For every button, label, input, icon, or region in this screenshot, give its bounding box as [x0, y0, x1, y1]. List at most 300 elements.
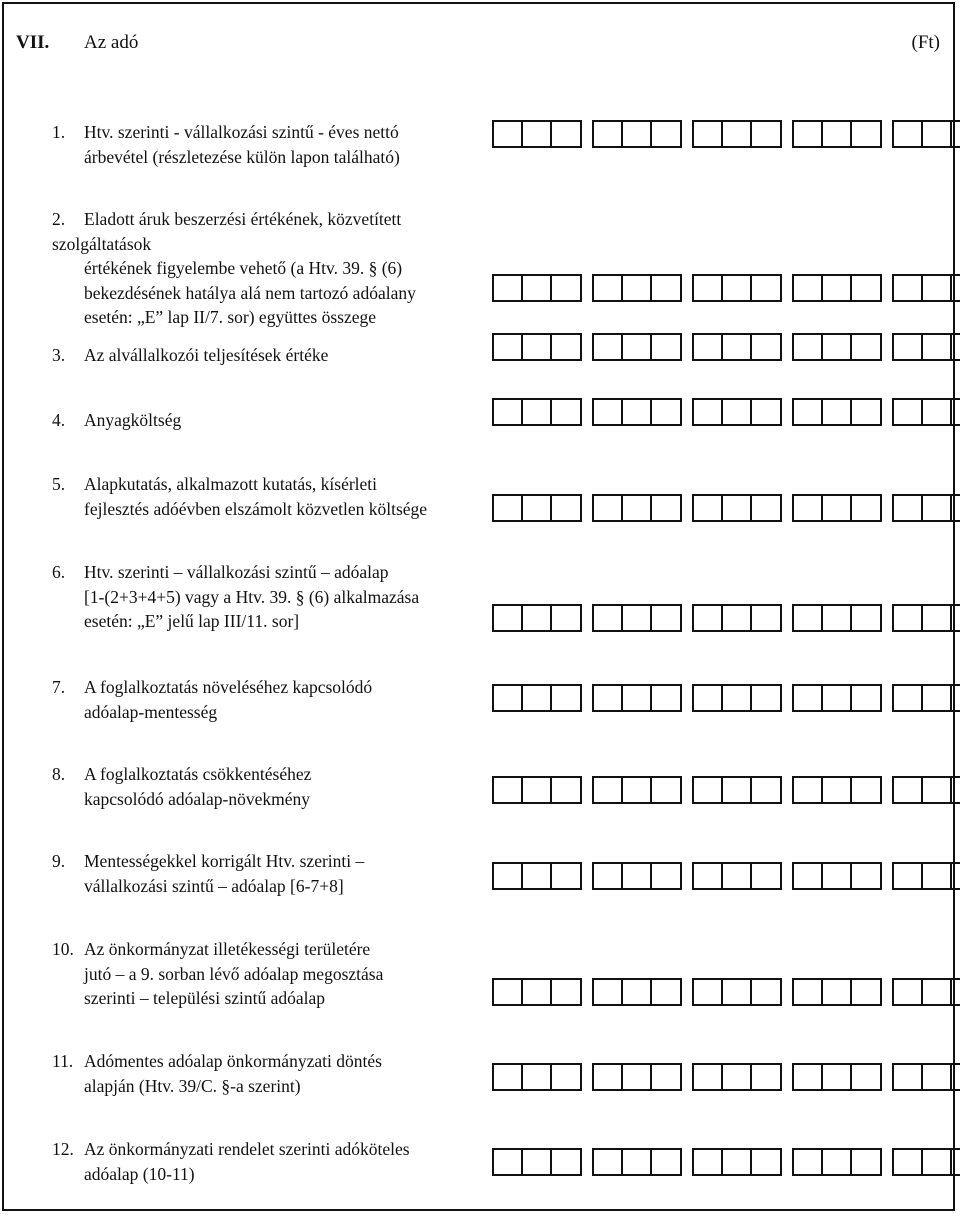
- digit-box[interactable]: [923, 276, 952, 300]
- digit-group: [892, 494, 960, 522]
- row-label: [52, 343, 492, 368]
- digit-box[interactable]: [823, 980, 852, 1004]
- digit-box[interactable]: [552, 335, 580, 359]
- digit-box[interactable]: [894, 686, 923, 710]
- digit-box[interactable]: [523, 686, 552, 710]
- digit-box[interactable]: [794, 686, 823, 710]
- digit-box[interactable]: [794, 400, 823, 424]
- digit-box[interactable]: [852, 778, 880, 802]
- digit-group: [492, 862, 582, 890]
- digit-box[interactable]: [852, 864, 880, 888]
- digit-group: [592, 333, 682, 361]
- row-number: 3.: [52, 345, 66, 365]
- digit-box[interactable]: [594, 400, 623, 424]
- digit-group: [792, 274, 882, 302]
- row-label-line: Az önkormányzati rendelet szerinti adóköteles: [84, 1139, 410, 1159]
- digit-box[interactable]: [894, 335, 923, 359]
- amount-field: [492, 978, 960, 1006]
- digit-box[interactable]: [694, 606, 723, 630]
- digit-box[interactable]: [552, 276, 580, 300]
- digit-box[interactable]: [923, 1150, 952, 1174]
- digit-box[interactable]: [594, 496, 623, 520]
- digit-box[interactable]: [594, 864, 623, 888]
- row-label-line: Anyagköltség: [84, 410, 182, 430]
- digit-group: [792, 494, 882, 522]
- digit-group: [892, 604, 960, 632]
- digit-group: [692, 776, 782, 804]
- digit-group: [892, 1063, 960, 1091]
- digit-box[interactable]: [623, 778, 652, 802]
- digit-box[interactable]: [694, 980, 723, 1004]
- amount-field: [492, 120, 960, 148]
- digit-box[interactable]: [752, 1065, 780, 1089]
- row-label: [52, 120, 492, 169]
- row-number: 12.: [52, 1139, 74, 1159]
- amount-field: [492, 274, 960, 302]
- row-label-line: esetén: „E” jelű lap III/11. sor]: [84, 611, 300, 631]
- row-label-line: fejlesztés adóévben elszámolt közvetlen költsége: [84, 498, 428, 519]
- digit-box[interactable]: [723, 276, 752, 300]
- digit-box[interactable]: [652, 496, 680, 520]
- digit-box[interactable]: [894, 1150, 923, 1174]
- digit-box[interactable]: [652, 1150, 680, 1174]
- digit-group: [792, 862, 882, 890]
- digit-box[interactable]: [823, 122, 852, 146]
- digit-box[interactable]: [523, 778, 552, 802]
- digit-box[interactable]: [852, 122, 880, 146]
- digit-box[interactable]: [823, 276, 852, 300]
- digit-box[interactable]: [652, 864, 680, 888]
- digit-box[interactable]: [894, 1065, 923, 1089]
- row-label: [52, 675, 492, 724]
- digit-box[interactable]: [752, 335, 780, 359]
- row-label: [52, 560, 492, 634]
- row-label: [52, 1137, 492, 1186]
- digit-box[interactable]: [823, 496, 852, 520]
- row-label-line: bekezdésének hatálya alá nem tartozó adóalany: [84, 282, 416, 303]
- digit-box[interactable]: [623, 496, 652, 520]
- digit-box[interactable]: [852, 686, 880, 710]
- digit-box[interactable]: [852, 1065, 880, 1089]
- digit-box[interactable]: [723, 1065, 752, 1089]
- digit-box[interactable]: [623, 335, 652, 359]
- amount-field: [492, 862, 960, 890]
- digit-box[interactable]: [794, 864, 823, 888]
- digit-group: [792, 684, 882, 712]
- digit-box[interactable]: [723, 400, 752, 424]
- digit-group: [492, 1063, 582, 1091]
- digit-box[interactable]: [794, 1065, 823, 1089]
- amount-field: [492, 1063, 960, 1091]
- digit-box[interactable]: [623, 1065, 652, 1089]
- row-label-line: A foglalkoztatás növeléséhez kapcsolódó: [84, 677, 373, 697]
- digit-box[interactable]: [494, 496, 523, 520]
- digit-box[interactable]: [723, 122, 752, 146]
- digit-group: [692, 120, 782, 148]
- digit-group: [692, 1148, 782, 1176]
- digit-group: [492, 776, 582, 804]
- digit-group: [792, 1063, 882, 1091]
- digit-box[interactable]: [652, 686, 680, 710]
- digit-group: [692, 862, 782, 890]
- digit-box[interactable]: [852, 400, 880, 424]
- digit-box[interactable]: [823, 686, 852, 710]
- digit-group: [492, 333, 582, 361]
- digit-group: [492, 978, 582, 1006]
- digit-group: [892, 398, 960, 426]
- digit-box[interactable]: [923, 864, 952, 888]
- digit-box[interactable]: [852, 1150, 880, 1174]
- digit-group: [492, 1148, 582, 1176]
- digit-box[interactable]: [952, 496, 960, 520]
- digit-box[interactable]: [952, 980, 960, 1004]
- digit-box[interactable]: [923, 980, 952, 1004]
- digit-box[interactable]: [623, 606, 652, 630]
- digit-box[interactable]: [923, 778, 952, 802]
- digit-box[interactable]: [823, 1150, 852, 1174]
- digit-box[interactable]: [894, 122, 923, 146]
- digit-box[interactable]: [652, 276, 680, 300]
- row-label: [52, 408, 492, 433]
- digit-box[interactable]: [894, 606, 923, 630]
- digit-box[interactable]: [623, 864, 652, 888]
- row-label: [52, 762, 492, 811]
- digit-box[interactable]: [552, 778, 580, 802]
- row-label-line: jutó – a 9. sorban lévő adóalap megosztása: [84, 963, 384, 984]
- digit-box[interactable]: [823, 606, 852, 630]
- digit-box[interactable]: [623, 980, 652, 1004]
- digit-box[interactable]: [794, 496, 823, 520]
- row-label: [52, 1049, 492, 1098]
- row-number: 11.: [52, 1051, 74, 1071]
- row-number: 10.: [52, 939, 74, 959]
- digit-group: [492, 604, 582, 632]
- amount-field: [492, 494, 960, 522]
- row-number: 6.: [52, 562, 66, 582]
- digit-box[interactable]: [523, 1150, 552, 1174]
- digit-box[interactable]: [652, 778, 680, 802]
- digit-group: [492, 398, 582, 426]
- digit-group: [892, 120, 960, 148]
- digit-box[interactable]: [952, 1150, 960, 1174]
- digit-box[interactable]: [494, 1065, 523, 1089]
- digit-box[interactable]: [952, 686, 960, 710]
- digit-box[interactable]: [694, 400, 723, 424]
- digit-box[interactable]: [852, 606, 880, 630]
- digit-box[interactable]: [494, 778, 523, 802]
- digit-box[interactable]: [523, 496, 552, 520]
- row-label-line: Adómentes adóalap önkormányzati döntés: [84, 1051, 382, 1071]
- digit-box[interactable]: [894, 496, 923, 520]
- digit-group: [792, 120, 882, 148]
- row-number: 2.: [52, 209, 66, 229]
- digit-box[interactable]: [923, 122, 952, 146]
- digit-box[interactable]: [752, 686, 780, 710]
- digit-box[interactable]: [794, 335, 823, 359]
- row-label: [52, 207, 492, 330]
- digit-box[interactable]: [894, 276, 923, 300]
- amount-field: [492, 684, 960, 712]
- digit-box[interactable]: [952, 400, 960, 424]
- row-label-line: Htv. szerinti - vállalkozási szintű - éves nettó: [84, 122, 399, 142]
- digit-box[interactable]: [652, 335, 680, 359]
- digit-box[interactable]: [494, 864, 523, 888]
- digit-box[interactable]: [923, 400, 952, 424]
- digit-box[interactable]: [552, 686, 580, 710]
- digit-box[interactable]: [594, 980, 623, 1004]
- digit-box[interactable]: [752, 276, 780, 300]
- row-number: 5.: [52, 474, 66, 494]
- digit-box[interactable]: [623, 122, 652, 146]
- digit-box[interactable]: [623, 1150, 652, 1174]
- digit-box[interactable]: [623, 400, 652, 424]
- digit-group: [592, 1063, 682, 1091]
- row-label-line: A foglalkoztatás csökkentéséhez: [84, 764, 312, 784]
- digit-box[interactable]: [823, 1065, 852, 1089]
- digit-box[interactable]: [723, 1150, 752, 1174]
- digit-box[interactable]: [552, 606, 580, 630]
- digit-group: [592, 862, 682, 890]
- digit-box[interactable]: [552, 1150, 580, 1174]
- digit-group: [592, 398, 682, 426]
- digit-box[interactable]: [723, 778, 752, 802]
- digit-group: [492, 494, 582, 522]
- digit-box[interactable]: [494, 980, 523, 1004]
- digit-group: [792, 776, 882, 804]
- row-label: [52, 937, 492, 1011]
- digit-group: [592, 604, 682, 632]
- row-number: 9.: [52, 851, 66, 871]
- row-label-line: adóalap-mentesség: [84, 701, 218, 722]
- digit-box[interactable]: [594, 276, 623, 300]
- digit-box[interactable]: [552, 122, 580, 146]
- digit-box[interactable]: [552, 980, 580, 1004]
- row-label-line: Az alvállalkozói teljesítések értéke: [84, 345, 329, 365]
- digit-box[interactable]: [894, 980, 923, 1004]
- digit-box[interactable]: [594, 335, 623, 359]
- row-label-line: vállalkozási szintű – adóalap [6-7+8]: [84, 875, 344, 896]
- digit-box[interactable]: [552, 496, 580, 520]
- digit-box[interactable]: [823, 778, 852, 802]
- digit-group: [792, 978, 882, 1006]
- digit-box[interactable]: [752, 606, 780, 630]
- digit-group: [892, 1148, 960, 1176]
- digit-box[interactable]: [652, 606, 680, 630]
- digit-box[interactable]: [794, 606, 823, 630]
- row-label-line: esetén: „E” lap II/7. sor) együttes összege: [84, 307, 377, 327]
- row-label-line: Az önkormányzat illetékességi területére: [84, 939, 371, 959]
- digit-box[interactable]: [523, 864, 552, 888]
- row-label-line: Htv. szerinti – vállalkozási szintű – adóalap: [84, 562, 389, 582]
- digit-box[interactable]: [923, 1065, 952, 1089]
- currency-unit: (Ft): [911, 32, 940, 53]
- digit-box[interactable]: [523, 1065, 552, 1089]
- digit-box[interactable]: [623, 686, 652, 710]
- amount-field: [492, 776, 960, 804]
- amount-field: [492, 333, 960, 361]
- digit-group: [692, 604, 782, 632]
- digit-group: [592, 978, 682, 1006]
- digit-box[interactable]: [852, 980, 880, 1004]
- digit-box[interactable]: [723, 606, 752, 630]
- digit-group: [892, 684, 960, 712]
- digit-box[interactable]: [652, 1065, 680, 1089]
- digit-group: [492, 274, 582, 302]
- digit-group: [692, 494, 782, 522]
- digit-box[interactable]: [894, 864, 923, 888]
- digit-box[interactable]: [952, 864, 960, 888]
- digit-box[interactable]: [852, 335, 880, 359]
- digit-group: [692, 398, 782, 426]
- digit-box[interactable]: [752, 778, 780, 802]
- digit-group: [592, 494, 682, 522]
- digit-box[interactable]: [694, 864, 723, 888]
- digit-box[interactable]: [694, 335, 723, 359]
- digit-box[interactable]: [594, 122, 623, 146]
- digit-box[interactable]: [752, 980, 780, 1004]
- digit-box[interactable]: [952, 778, 960, 802]
- digit-box[interactable]: [594, 686, 623, 710]
- row-label: [52, 849, 492, 898]
- digit-box[interactable]: [794, 1150, 823, 1174]
- digit-box[interactable]: [494, 276, 523, 300]
- digit-box[interactable]: [723, 496, 752, 520]
- digit-box[interactable]: [852, 276, 880, 300]
- digit-group: [892, 978, 960, 1006]
- row-label-line: árbevétel (részletezése külön lapon található): [84, 146, 400, 167]
- digit-box[interactable]: [794, 122, 823, 146]
- amount-field: [492, 604, 960, 632]
- digit-box[interactable]: [823, 335, 852, 359]
- digit-group: [792, 333, 882, 361]
- digit-box[interactable]: [523, 980, 552, 1004]
- digit-box[interactable]: [852, 496, 880, 520]
- row-number: 1.: [52, 122, 66, 142]
- digit-box[interactable]: [694, 686, 723, 710]
- digit-box[interactable]: [494, 400, 523, 424]
- digit-box[interactable]: [494, 335, 523, 359]
- digit-box[interactable]: [694, 496, 723, 520]
- digit-box[interactable]: [594, 778, 623, 802]
- digit-box[interactable]: [794, 778, 823, 802]
- digit-box[interactable]: [952, 1065, 960, 1089]
- row-label-line: Alapkutatás, alkalmazott kutatás, kísérleti: [84, 474, 378, 494]
- row-label-line: adóalap (10-11): [84, 1163, 195, 1184]
- digit-group: [592, 120, 682, 148]
- digit-group: [792, 604, 882, 632]
- digit-box[interactable]: [823, 864, 852, 888]
- digit-box[interactable]: [952, 122, 960, 146]
- digit-group: [492, 684, 582, 712]
- row-label-line: kapcsolódó adóalap-növekmény: [84, 788, 310, 809]
- digit-box[interactable]: [723, 335, 752, 359]
- digit-box[interactable]: [552, 1065, 580, 1089]
- digit-box[interactable]: [523, 335, 552, 359]
- digit-box[interactable]: [494, 686, 523, 710]
- digit-group: [692, 978, 782, 1006]
- digit-box[interactable]: [894, 400, 923, 424]
- digit-group: [792, 398, 882, 426]
- digit-group: [792, 1148, 882, 1176]
- row-label-line: Mentességekkel korrigált Htv. szerinti –: [84, 851, 365, 871]
- digit-box[interactable]: [752, 122, 780, 146]
- digit-box[interactable]: [523, 400, 552, 424]
- digit-box[interactable]: [694, 778, 723, 802]
- digit-box[interactable]: [823, 400, 852, 424]
- digit-box[interactable]: [694, 276, 723, 300]
- digit-group: [692, 274, 782, 302]
- amount-field: [492, 1148, 960, 1176]
- digit-group: [592, 776, 682, 804]
- digit-box[interactable]: [694, 1065, 723, 1089]
- digit-box[interactable]: [894, 778, 923, 802]
- digit-group: [892, 862, 960, 890]
- section-number: VII.: [16, 32, 50, 53]
- digit-group: [692, 684, 782, 712]
- digit-box[interactable]: [923, 496, 952, 520]
- digit-box[interactable]: [794, 276, 823, 300]
- digit-box[interactable]: [923, 335, 952, 359]
- digit-group: [592, 1148, 682, 1176]
- digit-box[interactable]: [594, 1065, 623, 1089]
- row-label-line: értékének figyelembe vehető (a Htv. 39. § (6): [84, 258, 403, 278]
- digit-group: [892, 274, 960, 302]
- digit-box[interactable]: [652, 400, 680, 424]
- row-label: [52, 472, 492, 521]
- digit-box[interactable]: [552, 400, 580, 424]
- digit-box[interactable]: [494, 122, 523, 146]
- row-label-line: szerinti – települési szintű adóalap: [84, 988, 326, 1008]
- digit-box[interactable]: [723, 686, 752, 710]
- digit-box[interactable]: [652, 980, 680, 1004]
- digit-group: [892, 333, 960, 361]
- digit-box[interactable]: [923, 606, 952, 630]
- digit-box[interactable]: [952, 276, 960, 300]
- digit-box[interactable]: [752, 400, 780, 424]
- digit-group: [492, 120, 582, 148]
- section-title: Az adó: [84, 32, 139, 53]
- digit-group: [892, 776, 960, 804]
- row-label-line: alapján (Htv. 39/C. §-a szerint): [84, 1075, 301, 1096]
- amount-field: [492, 398, 960, 426]
- digit-box[interactable]: [494, 1150, 523, 1174]
- digit-group: [592, 274, 682, 302]
- digit-box[interactable]: [623, 276, 652, 300]
- digit-box[interactable]: [523, 276, 552, 300]
- digit-box[interactable]: [694, 122, 723, 146]
- digit-box[interactable]: [594, 1150, 623, 1174]
- digit-box[interactable]: [594, 606, 623, 630]
- digit-box[interactable]: [552, 864, 580, 888]
- digit-box[interactable]: [752, 864, 780, 888]
- digit-box[interactable]: [952, 606, 960, 630]
- digit-box[interactable]: [723, 864, 752, 888]
- digit-box[interactable]: [523, 122, 552, 146]
- digit-box[interactable]: [923, 686, 952, 710]
- digit-box[interactable]: [952, 335, 960, 359]
- digit-box[interactable]: [752, 496, 780, 520]
- row-number: 8.: [52, 764, 66, 784]
- digit-box[interactable]: [694, 1150, 723, 1174]
- digit-box[interactable]: [494, 606, 523, 630]
- row-number: 4.: [52, 410, 66, 430]
- digit-box[interactable]: [652, 122, 680, 146]
- digit-box[interactable]: [794, 980, 823, 1004]
- digit-box[interactable]: [723, 980, 752, 1004]
- row-label-line: Eladott áruk beszerzési értékének, közvetített szolgáltatások: [52, 209, 402, 254]
- digit-box[interactable]: [523, 606, 552, 630]
- digit-box[interactable]: [752, 1150, 780, 1174]
